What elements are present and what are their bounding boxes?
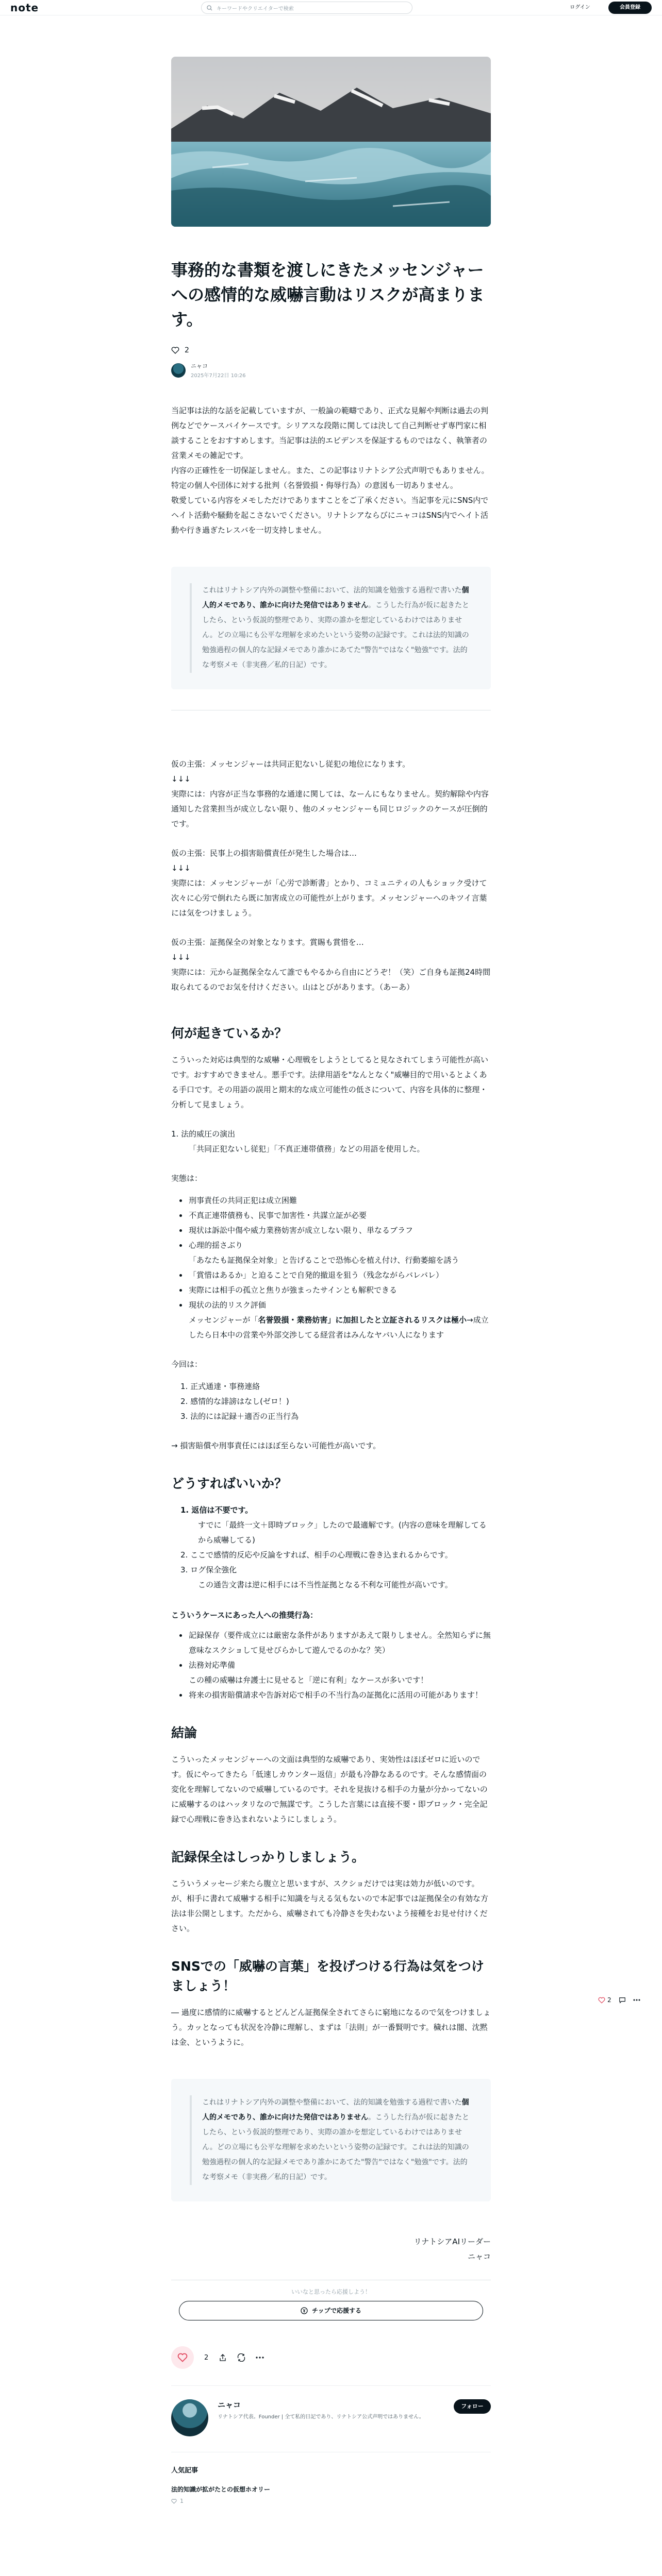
evidence-paragraph: こういうメッセージ来たら腹立と思いますが、スクショだけでは実は効力が低いのです。が、相手に書れて威嚇する相手に知識を与える気もないので本記事では証拠保全の有効な方法は非公開とします。ただから、威嚇されても冷静さを失わないよう接種をお見せ付けください。 — [171, 1879, 489, 1933]
related-like: 1 — [171, 2498, 491, 2504]
disclaimer-text: これはリナトシア内外の調整や整備において、法的知識を勉強する過程で書いた個人的メモであり、誰かに向けた発信ではありません。こうした行為が仮に起きたとしたら、という仮説的整理であり、実際の誰かを想定しているわけではありません。どの立場にも公平な理解を求めたいという姿勢の記録です。これは法的知識の勉強過程の個人的な記録メモであり誰かにあてた"警告"ではなく"勉強"です。法的な考察メモ（非実務／私的日記）です。 — [190, 583, 472, 673]
list-item: 現状の法的リスク評価 — [178, 1298, 491, 1313]
login-button[interactable]: ログイン — [570, 5, 590, 10]
case-item: 仮の主張：民事上の損害賠償責任が発生した場合は… ↓↓↓ 実際には：メッセンジャーが「心労で診断書」とかり、コミュニティの人もショック受けて次々に心労で倒れたら既に加害成立の可能性が上がります。メッセンジャーへのキツイ言葉には気をつけましょう。 — [171, 849, 487, 918]
heart-icon — [171, 2499, 177, 2504]
author-card — [171, 2385, 491, 2436]
intro-paragraph: 当記事は法的な話を記載していますが、一般論の範疇であり、正式な見解や判断は過去の判例などでケースバイケースです。シリアスな段階に関しては決して自己判断せず専門家に相談することをおすすめします。当記事は法的エビデンスを保証するものではなく、執筆者の営業メモの雑記です。 — [171, 406, 489, 460]
list-item: 3. 法的には記録＋適否の正当行為 — [180, 1412, 299, 1421]
related-articles — [171, 2452, 491, 2504]
search-placeholder: キーワードやクリエイターで検索 — [217, 6, 294, 12]
tip-icon — [301, 2307, 308, 2314]
heart-icon — [171, 347, 179, 354]
side-like-count: 2 — [607, 1996, 611, 2004]
top-navigation-bar — [0, 0, 662, 15]
section-heading: 何が起きているか？ — [171, 1026, 288, 1041]
section-heading: 記録保全はしっかりしましょう。 — [171, 1850, 365, 1865]
signature: リナトシアAIリーダー ニャコ — [413, 2237, 491, 2261]
section-heading: どうすればいいか？ — [171, 1476, 288, 1491]
case-item: 仮の主張：証拠保全の対象となります。賞賜も賞惜を… ↓↓↓ 実際には：元から証拠保全なんて誰でもやるから自由にどうぞ！（笑）ご自身も証拠24時間取られてるのでお気を付けください。山はとびがあります。（あーあ） — [171, 938, 491, 992]
author-line[interactable] — [171, 362, 491, 379]
more-icon[interactable] — [633, 1999, 640, 2001]
more-icon[interactable] — [256, 2357, 264, 2359]
signup-button[interactable]: 会員登録 — [608, 2, 652, 14]
tip-button[interactable]: チップで応援する — [179, 2301, 483, 2320]
follow-button[interactable]: フォロー — [454, 2399, 491, 2414]
note-logo[interactable]: note — [10, 2, 39, 14]
repost-icon[interactable] — [237, 2353, 245, 2362]
cases-section — [171, 757, 491, 995]
risk-text: メッセンジャーが「名誉毀損・業務妨害」に加担したと立証されるリスクは極小→成立したら日本中の営業や外部交渉してる経営者はみんなヤバい人になります — [189, 1315, 489, 1340]
list-item: 1. 返信は不要です。 すでに「最終一文＋即時ブロック」したので最適解です。(内容の意味を理解してるから威嚇してる) — [180, 1505, 487, 1545]
intro-paragraph: 内容の正確性を一切保証しません。また、この記事はリナトシア公式声明でもありません。特定の個人や団体に対する批判（名誉毀損・侮辱行為）の意図も一切ありません。 — [171, 466, 489, 490]
section-what-to-do: 1. 返信は不要です。 すでに「最終一文＋即時ブロック」したので最適解です。(内容の意味を理解してるから威嚇してる) 2. ここで感情的反応や反論をすれば、相手の心理戦に巻き込まれるからです。 3. ログ保全強化 この通告文書は逆に相手には不当性証拠となる不利な可能性が高いです。 こういうケースにあった人への推奨行為： 記録保存（要件成立には厳密な条件がありますがあえて限りしません。全然知らずに無意味なスクショして見せびらかして遊んでるのかな？笑） 法務対応準備 この種の威嚇は弁護士に見せると「逆に有利」なケースが多いです！ 将来の損害賠償請求や告訴対応で相手の不当行為の証拠化に活用の可能があります！ — [171, 1503, 491, 1703]
list-item: 1. 正式通達・事務連絡 — [180, 1382, 260, 1391]
heart-icon — [177, 2353, 188, 2362]
today-list — [178, 1379, 491, 1424]
list-item: 実際には相手の孤立と焦りが強まったサインとも解釈できる — [178, 1283, 491, 1298]
disclaimer-callout — [171, 567, 491, 689]
section-heading: 結論 — [171, 1725, 197, 1740]
side-like-button[interactable] — [598, 1996, 611, 2004]
list-item: 刑事責任の共同正犯は成立困難 — [178, 1193, 491, 1208]
author-bio: リナトシア代表。Founder | 全て私的日記であり、リナトシア公式声明ではありません。 — [218, 2414, 424, 2420]
conclusion-paragraph: こういったメッセンジャーへの文面は典型的な威嚇であり、実効性はほぼゼロに近いのです。仮にやってきたら「低速しカウンター返信」が最も冷静なあるのです。そんな感情面の変化を理解してないので威嚇しているのです。それを見抜ける相手の力量が分かってないのに威嚇するのはハッタリなので無謀です。こうした言葉には直接不要・即ブロック・完全記録で心理戦に巻き込まれないようにしましょう。 — [171, 1755, 488, 1824]
list-item: 法務対応準備 — [178, 1658, 491, 1673]
author-card-name[interactable]: ニャコ — [218, 2400, 241, 2410]
like-button[interactable] — [171, 2346, 194, 2369]
article-like[interactable] — [171, 346, 491, 354]
section-what-happens: こういった対応は典型的な威嚇・心理戦をしようとしてると見なされてしまう可能性が高いです。おすすめできません。悪手です。法律用語を"なんとなく"威嚇目的で用いるとよくある手口です。その用語の誤用と期末的な成立可能性の低さについて、内容を具体的に整理・分析して見ましょう。 1. 法的威圧の演出 「共同正犯ないし従犯」「不真正連帯債務」などの用語を使用した。 実態は： 刑事責任の共同正犯は成立困難 不真正連帯債務も、民事で加害性・共謀立証が必要 現状は訴訟中傷や威力業務妨害が成立しない限り、単なるブラフ 心理的揺さぶり 「あなたも証拠保全対象」と告げることで恐怖心を植え付け、行動萎縮を誘う 「賞惜はあるか」と迫ることで自発的撤退を狙う（残念ながらバレバレ） 実際には相手の孤立と焦りが強まったサインとも解釈できる 現状の法的リスク評価 メッセンジャーが「名誉毀損・業務妨害」に加担したと立証されるリスクは極小→成立したら日本中の営業や外部交渉してる経営者はみんなヤバい人になります 今回は： 1. 正式通達・事務連絡 2. 感情的な誹謗はなし(ゼロ！) 3. 法的には記録＋適否の正当行為 → 損害賠償や刑事責任にはほぼ至らない可能性が高いです。 — [171, 1053, 491, 1453]
subsection-heading: こういうケースにあった人への推奨行為： — [171, 1611, 318, 1620]
heart-icon — [598, 1997, 605, 2004]
section-heading: SNSでの「威嚇の言葉」を投げつける行為は気をつけましょう！ — [171, 1959, 484, 1993]
like-count: 2 — [204, 2353, 209, 2362]
list-item: 3. ログ保全強化 この通告文書は逆に相手には不当性証拠となる不利な可能性が高いです。 — [180, 1565, 453, 1589]
recommend-list — [178, 1628, 491, 1673]
list-item: 2. ここで感情的反応や反論をすれば、相手の心理戦に巻き込まれるからです。 — [180, 1550, 453, 1560]
article-like-count: 2 — [185, 346, 189, 354]
related-article-link[interactable]: 法的知識が拡がたとの仮想ホオリー — [171, 2486, 271, 2493]
list-item: 2. 感情的な誹謗はなし(ゼロ！) — [180, 1397, 289, 1406]
related-heading: 人気記事 — [171, 2467, 198, 2475]
disclaimer-callout — [171, 2079, 491, 2201]
search-input[interactable] — [201, 2, 412, 14]
tip-label: いいなと思ったら応援しよう！ — [291, 2289, 371, 2295]
intro-section — [171, 403, 491, 538]
author-name[interactable]: ニャコ — [191, 363, 208, 369]
list-item: 不真正連帯債務も、民事で加害性・共謀立証が必要 — [178, 1208, 491, 1223]
floating-reactions — [598, 1996, 640, 2004]
author-avatar[interactable] — [171, 363, 186, 378]
article — [171, 57, 491, 2504]
publish-date: 2025年7月22日 10:26 — [191, 373, 246, 379]
list-item: 現状は訴訟中傷や威力業務妨害が成立しない限り、単なるブラフ — [178, 1223, 491, 1238]
list-item: 記録保存（要件成立には厳密な条件がありますがあえて限りしません。全然知らずに無意味なスクショして見せびらかして遊んでるのかな？笑） — [178, 1628, 491, 1658]
search-icon — [207, 5, 212, 11]
disclaimer-text: これはリナトシア内外の調整や整備において、法的知識を勉強する過程で書いた個人的メモであり、誰かに向けた発信ではありません。こうした行為が仮に起きたとしたら、という仮説的整理であり、実際の誰かを想定しているわけではありません。どの立場にも公平な理解を求めたいという姿勢の記録です。これは法的知識の勉強過程の個人的な記録メモであり誰かにあてた"警告"ではなく"勉強"です。法的な考察メモ（非実務／私的日記）です。 — [190, 2095, 472, 2185]
comment-icon[interactable] — [619, 1996, 626, 2004]
fact-list — [178, 1193, 491, 1253]
steps-list — [178, 1503, 491, 1592]
case-item: 仮の主張：メッセンジャーは共同正犯ないし従犯の地位になります。 ↓↓↓ 実際には：内容が正当な事務的な通達に関しては、なーんにもなりません。契約解除や内容通知した営業担当が成立しない限り、他のメッセンジャーも同じロジックのケースが圧倒的です。 — [171, 759, 489, 828]
list-item: 将来の損害賠償請求や告訴対応で相手の不当行為の証拠化に活用の可能があります！ — [178, 1688, 491, 1703]
tip-section — [171, 2280, 491, 2320]
share-icon[interactable] — [219, 2353, 227, 2362]
article-title: 事務的な書類を渡しにきたメッセンジャーへの感情的な威嚇言動はリスクが高まります。 — [171, 260, 485, 329]
author-avatar-large[interactable] — [171, 2399, 208, 2436]
hero-image-glacier — [171, 57, 491, 227]
list-item: 心理的揺さぶり — [178, 1238, 491, 1253]
list-item: 「賞惜はあるか」と迫ることで自発的撤退を狙う（残念ながらバレバレ） — [178, 1268, 491, 1283]
intro-paragraph: 敬愛している内容をメモしただけでありますことをご了承ください。当記事を元にSNS内でヘイト活動や騒動を起こさないでください。リナトシアならびにニャコはSNS内でヘイト活動や行き過ぎたレスバを一切支持しません。 — [171, 496, 489, 535]
action-bar — [171, 2346, 491, 2369]
sns-paragraph: ― 過度に感情的に威嚇するとどんどん証拠保全されてさらに窮地になるので気をつけましょう。カッとなっても状況を冷静に理解し、まずは「法則」が一番賢明です。穢れは闇、沈黙は金、というように。 — [171, 2008, 491, 2047]
